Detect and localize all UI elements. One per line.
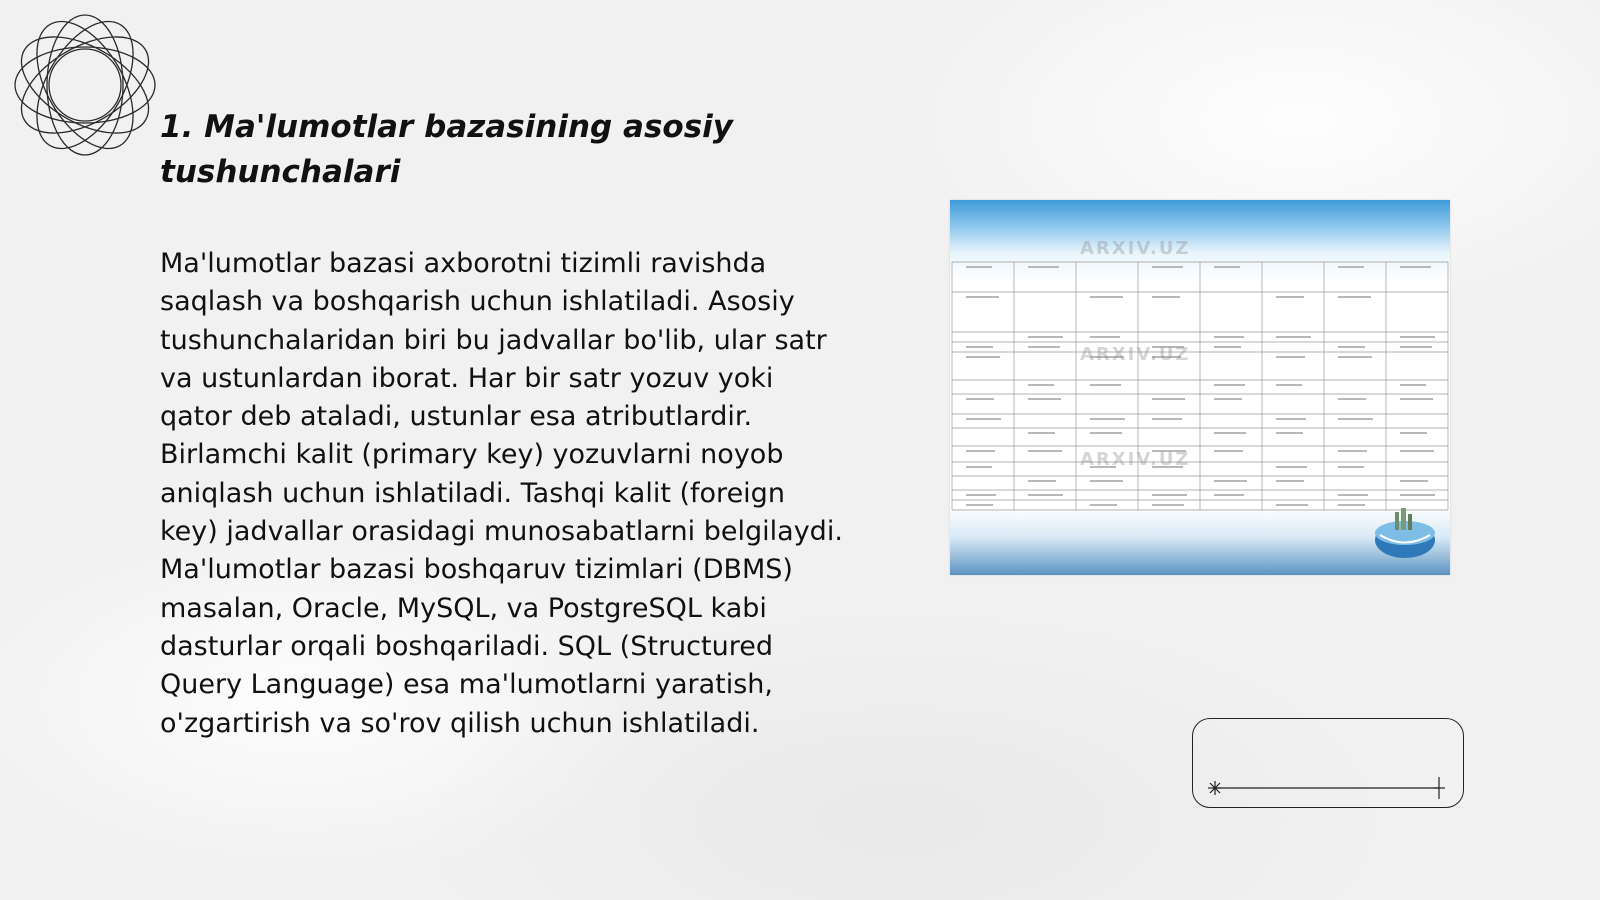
image-watermark: ARXIV.UZ [1080, 238, 1191, 259]
image-watermark: ARXIV.UZ [1080, 344, 1191, 365]
slide-body-text: Ma'lumotlar bazasi axborotni tizimli ravishda saqlash va boshqarish uchun ishlatiladi. Asosiy tushunchalaridan biri bu jadvallar bo'lib, ular satr va ustunlardan iborat. Har bir satr yozuv yoki qator deb ataladi, ustunlar esa atributlardir. Birlamchi kalit (primary key) yozuvlarni noyob aniqlash uchun ishlatiladi. Tashqi kalit (foreign key) jadvallar orasidagi munosabatlarni belgilaydi. Ma'lumotlar bazasi boshqaruv tizimlari (DBMS) masalan, Oracle, MySQL, va PostgreSQL kabi dasturlar orqali boshqariladi. SQL (Structured Query Language) esa ma'lumotlarni yaratish, o'zgartirish va so'rov qilish uchun ishlatiladi. [160, 248, 843, 739]
sparkle-line-icon [1208, 777, 1445, 799]
footer-decoration-box [1192, 718, 1464, 808]
globe-city-icon [1375, 508, 1435, 558]
slide-title: 1. Ma'lumotlar bazasining asosiy tushunchalari [160, 109, 733, 190]
circular-knot-ornament-icon [10, 10, 160, 160]
table-screenshot-image [950, 200, 1450, 575]
image-watermark: ARXIV.UZ [1080, 449, 1191, 470]
